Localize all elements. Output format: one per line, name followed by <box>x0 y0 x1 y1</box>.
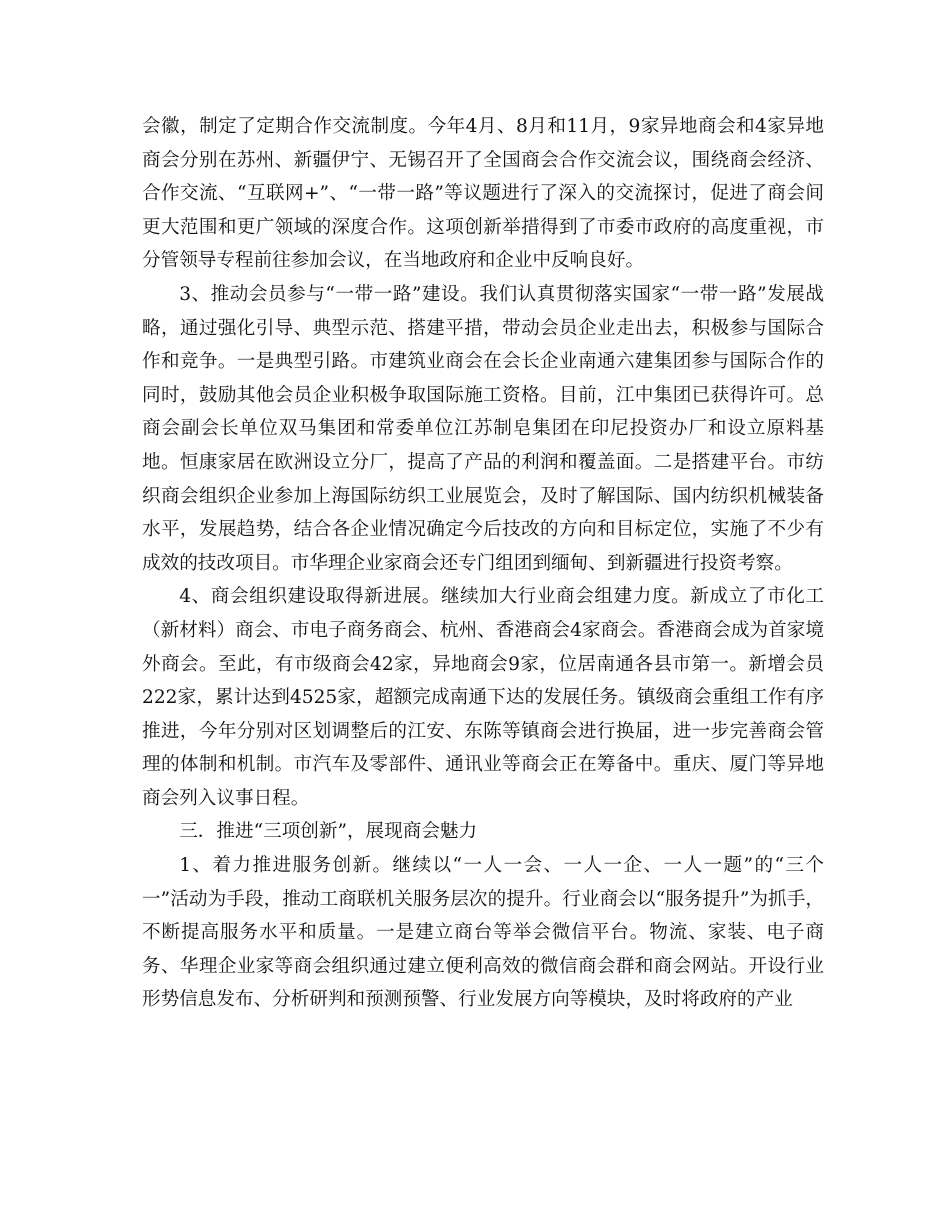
section-heading: 三．推进“三项创新”，展现商会魅力 <box>179 821 478 843</box>
document-body <box>142 110 824 1017</box>
paragraph-continuation: 会徽，制定了定期合作交流制度。今年4月、8月和11月，9家异地商会和4家异地商会分别在苏州、新疆伊宁、无锡召开了全国商会合作交流会议，围绕商会经济、合作交流、“互联网+”、“一带一路”等议题进行了深入的交流探讨，促进了商会间更大范围和更广领域的深度合作。这项创新举措得到了市委市政府的高度重视，市分管领导专程前往参加会议，在当地政府和企业中反响良好。 <box>142 116 824 272</box>
paragraph-organization-building: 4、商会组织建设取得新进展。继续加大行业商会组建力度。新成立了市化工（新材料）商会、市电子商务商会、杭州、香港商会4家商会。香港商会成为首家境外商会。至此，有市级商会42家，异地商会9家，位居南通各县市第一。新增会员222家，累计达到4525家，超额完成南通下达的发展任务。镇级商会重组工作有序推进，今年分别对区划调整后的江安、东陈等镇商会进行换届，进一步完善商会管理的体制和机制。市汽车及零部件、通讯业等商会正在筹备中。重庆、厦门等异地商会列入议事日程。 <box>142 586 824 809</box>
paragraph-service-innovation: 1、着力推进服务创新。继续以“一人一会、一人一企、一人一题”的“三个一”活动为手段，推动工商联机关服务层次的提升。行业商会以“服务提升”为抓手，不断提高服务水平和质量。一是建立商台等举会微信平台。物流、家装、电子商务、华理企业家等商会组织通过建立便利高效的微信商会群和商会网站。开设行业形势信息发布、分析研判和预测预警、行业发展方向等模块，及时将政府的产业 <box>142 855 824 1011</box>
paragraph-belt-and-road: 3、推动会员参与“一带一路”建设。我们认真贯彻落实国家“一带一路”发展战略，通过强化引导、典型示范、搭建平措，带动会员企业走出去，积极参与国际合作和竞争。一是典型引路。市建筑业商会在会长企业南通六建集团参与国际合作的同时，鼓励其他会员企业积极争取国际施工资格。目前，江中集团已获得许可。总商会副会长单位双马集团和常委单位江苏制皂集团在印尼投资办厂和设立原料基地。恒康家居在欧洲设立分厂，提高了产品的利润和覆盖面。二是搭建平台。市纺织商会组织企业参加上海国际纺织工业展览会，及时了解国际、国内纺织机械装备水平，发展趋势，结合各企业情况确定今后技改的方向和目标定位，实施了不少有成效的技改项目。市华理企业家商会还专门组团到缅甸、到新疆进行投资考察。 <box>142 283 824 574</box>
